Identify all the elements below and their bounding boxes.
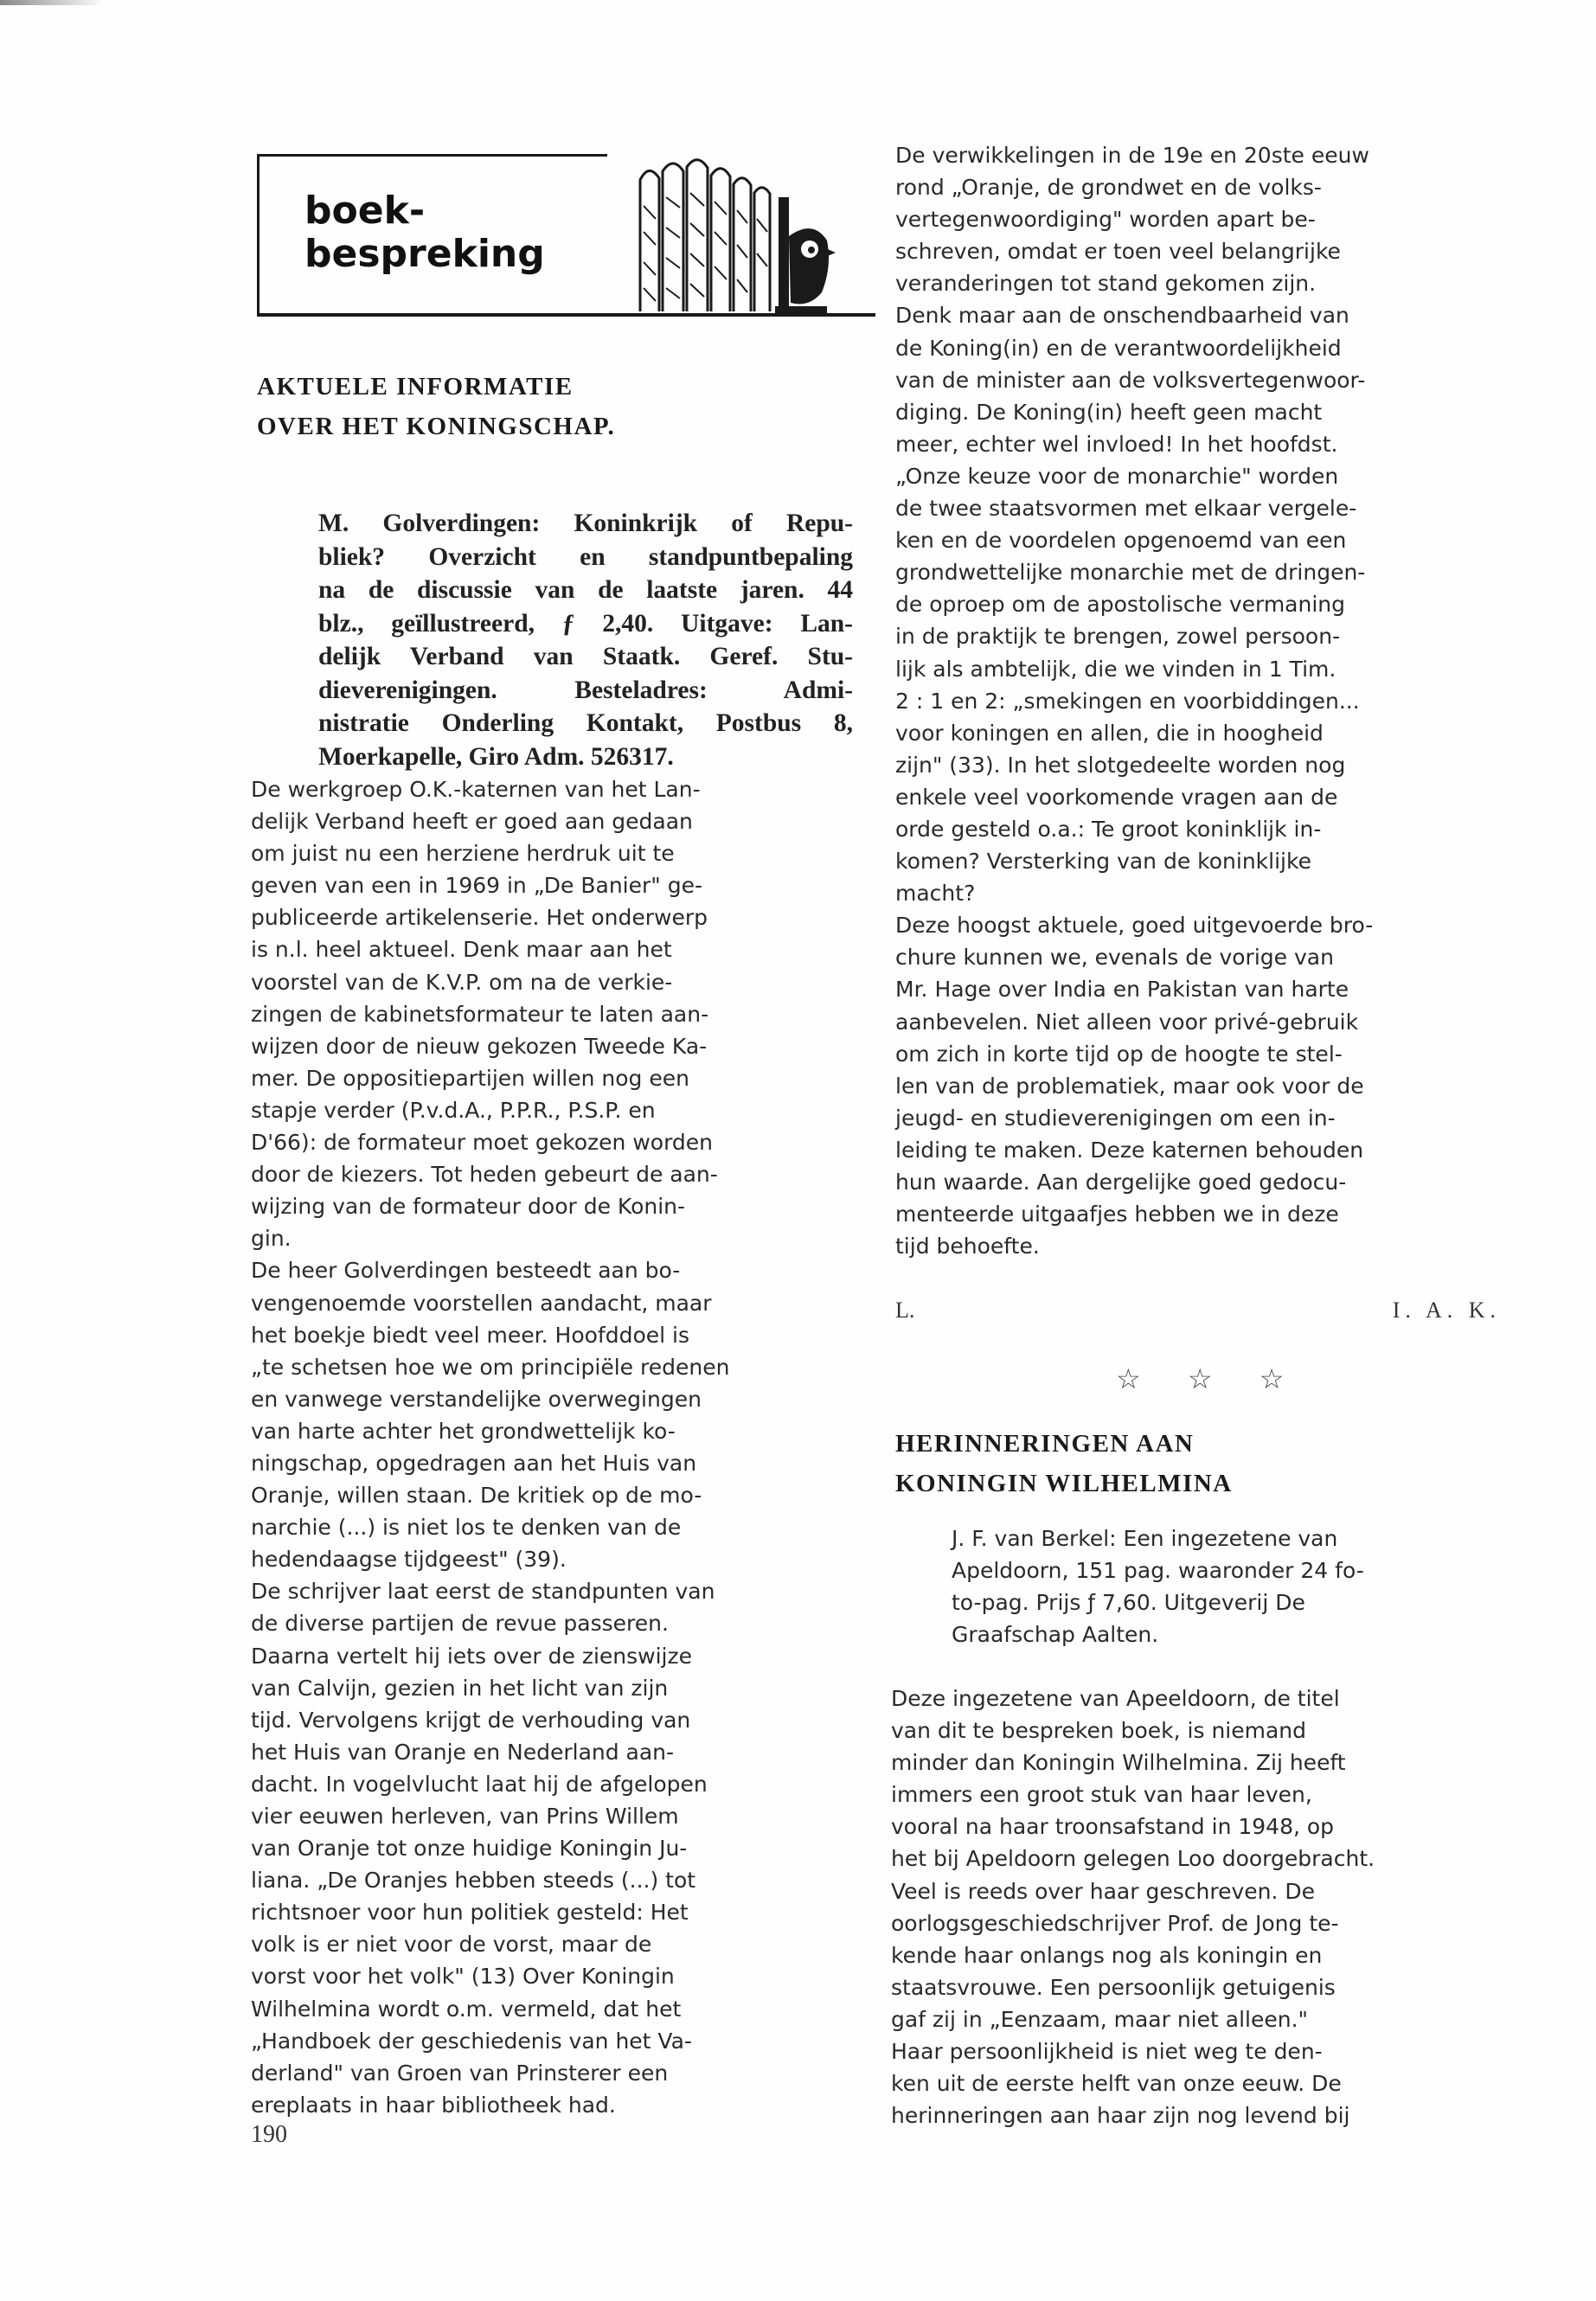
body-line: ningschap, opgedragen aan het Huis van	[251, 1450, 697, 1476]
body-line: dacht. In vogelvlucht laat hij de afgelopen	[251, 1771, 708, 1797]
body-line: immers een groot stuk van haar leven,	[891, 1782, 1312, 1808]
body-line: vier eeuwen herleven, van Prins Willem	[251, 1804, 679, 1829]
body-line: Deze ingezetene van Apeeldoorn, de titel	[891, 1686, 1340, 1711]
body-line: macht?	[895, 881, 976, 907]
body-line: rond „Oranje, de grondwet en de volks-	[895, 175, 1322, 201]
body-line: van Calvijn, gezien in het licht van zijn	[251, 1675, 669, 1701]
review1-biblio-line: blz., geïllustreerd, ƒ 2,40. Uitgave: Lan-	[318, 609, 853, 638]
body-line: liana. „De Oranjes hebben steeds (...) tot	[251, 1868, 696, 1894]
body-line: van dit te bespreken boek, is niemand	[891, 1718, 1307, 1744]
body-line: zingen de kabinetsformateur te laten aan-	[251, 1001, 709, 1027]
review1-heading	[257, 367, 615, 446]
body-line: mer. De oppositiepartijen willen nog een	[251, 1065, 689, 1091]
body-line: „te schetsen hoe we om principiële redenen	[251, 1354, 730, 1380]
header-title-line1: boek-	[304, 189, 426, 233]
body-line: vorst voor het volk" (13) Over Koningin	[251, 1964, 675, 1990]
review2-biblio-line: Graafschap Aalten.	[952, 1622, 1159, 1648]
body-line: delijk Verband heeft er goed aan gedaan	[251, 809, 693, 835]
body-line: diging. De Koning(in) heeft geen macht	[895, 399, 1323, 425]
section-header-title	[304, 189, 545, 276]
body-line: om juist nu een herziene herdruk uit te	[251, 841, 675, 867]
books-and-owl-icon	[606, 145, 865, 318]
body-line: jeugd- en studieverenigingen om een in-	[895, 1105, 1336, 1131]
body-line: chure kunnen we, evenals de vorige van	[895, 945, 1334, 971]
body-line: publiceerde artikelenserie. Het onderwerp	[251, 905, 708, 931]
body-line: de Koning(in) en de verantwoordelijkheid	[895, 335, 1342, 361]
body-line: voor koningen en allen, die in hoogheid	[895, 720, 1324, 746]
body-line: de twee staatsvormen met elkaar vergele-	[895, 496, 1357, 522]
body-line: hun waarde. Aan dergelijke goed gedocu-	[895, 1170, 1347, 1195]
body-line: wijzen door de nieuw gekozen Tweede Ka-	[251, 1033, 708, 1059]
review2-heading	[895, 1424, 1233, 1503]
body-line: in de praktijk te brengen, zowel persoon-	[895, 624, 1341, 650]
review1-biblio-line: bliek? Overzicht en standpuntbepaling	[318, 542, 853, 571]
body-line: Veel is reeds over haar geschreven. De	[891, 1878, 1315, 1904]
review1-body-left	[251, 773, 855, 2121]
body-line: door de kiezers. Tot heden gebeurt de aan-	[251, 1162, 718, 1188]
review2-biblio-line: to-pag. Prijs ƒ 7,60. Uitgeverij De	[952, 1590, 1305, 1616]
page-number: 190	[251, 2121, 287, 2148]
body-line: ken uit de eerste helft van onze eeuw. De	[891, 2071, 1342, 2097]
body-line: komen? Versterking van de koninklijke	[895, 849, 1311, 875]
body-line: De schrijver laat eerst de standpunten van	[251, 1579, 715, 1605]
body-line: „Onze keuze voor de monarchie" worden	[895, 463, 1339, 489]
body-line: en vanwege verstandelijke overwegingen	[251, 1386, 702, 1412]
body-line: meer, echter wel invloed! In het hoofdst.	[895, 431, 1338, 457]
body-line: ereplaats in haar bibliotheek had.	[251, 2092, 616, 2118]
body-line: grondwettelijke monarchie met de dringen-	[895, 560, 1366, 586]
body-line: len van de problematiek, maar ook voor de	[895, 1073, 1364, 1099]
body-line: gaf zij in „Eenzaam, maar niet alleen."	[891, 2006, 1309, 2032]
review1-biblio-line: na de discussie van de laatste jaren. 44	[318, 576, 853, 604]
body-line: het boekje biedt veel meer. Hoofddoel is	[251, 1322, 689, 1348]
body-line: vertegenwoordiging" worden apart be-	[895, 207, 1316, 233]
review1-bibliography	[318, 507, 853, 773]
body-line: is n.l. heel aktueel. Denk maar aan het	[251, 937, 672, 963]
signature-right: I. A. K.	[1392, 1298, 1501, 1323]
review2-biblio-line: Apeldoorn, 151 pag. waaronder 24 fo-	[952, 1558, 1364, 1584]
body-line: lijk als ambtelijk, die we vinden in 1 Tim.	[895, 656, 1336, 682]
review1-biblio-line: Moerkapelle, Giro Adm. 526317.	[318, 742, 674, 771]
body-line: Mr. Hage over India en Pakistan van harte	[895, 977, 1349, 1003]
scan-corner-mark	[0, 0, 104, 5]
header-title-line2: bespreking	[304, 232, 545, 276]
body-line: De verwikkelingen in de 19e en 20ste eeuw	[895, 143, 1369, 168]
body-line: het Huis van Oranje en Nederland aan-	[251, 1739, 675, 1765]
body-line: veranderingen tot stand gekomen zijn.	[895, 271, 1317, 297]
review1-biblio-line: dieverenigingen. Besteladres: Admi-	[318, 676, 853, 704]
review2-heading-line2: KONINGIN WILHELMINA	[895, 1470, 1233, 1497]
body-line: het bij Apeldoorn gelegen Loo doorgebracht.	[891, 1846, 1375, 1872]
body-line: van Oranje tot onze huidige Koningin Ju-	[251, 1836, 688, 1862]
body-line: om zich in korte tijd op de hoogte te stel-	[895, 1041, 1343, 1067]
body-line: volk is er niet voor de vorst, maar de	[251, 1932, 652, 1958]
review2-heading-line1: HERINNERINGEN AAN	[895, 1430, 1195, 1458]
body-line: wijzing van de formateur door de Konin-	[251, 1194, 686, 1220]
body-line: gin.	[251, 1226, 292, 1252]
review1-heading-line2: OVER HET KONINGSCHAP.	[257, 413, 616, 440]
separator-stars: ☆ ☆ ☆	[1116, 1362, 1304, 1395]
body-line: ken en de voordelen opgenoemd van een	[895, 528, 1347, 554]
body-line: enkele veel voorkomende vragen aan de	[895, 784, 1338, 810]
body-line: De werkgroep O.K.-katernen van het Lan-	[251, 777, 701, 802]
body-line: hedendaagse tijdgeest" (39).	[251, 1547, 567, 1573]
review1-biblio-line: delijk Verband van Staatk. Geref. Stu-	[318, 643, 853, 670]
section-header-box	[257, 154, 607, 317]
body-line: Deze hoogst aktuele, goed uitgevoerde bro-	[895, 913, 1374, 939]
body-line: van de minister aan de volksvertegenwoor-	[895, 367, 1366, 393]
body-line: oorlogsgeschiedschrijver Prof. de Jong te-	[891, 1910, 1339, 1936]
body-line: stapje verder (P.v.d.A., P.P.R., P.S.P. en	[251, 1097, 656, 1123]
body-line: staatsvrouwe. Een persoonlijk getuigenis	[891, 1974, 1336, 2000]
body-line: leiding te maken. Deze katernen behouden	[895, 1137, 1364, 1163]
body-line: vooral na haar troonsafstand in 1948, op	[891, 1814, 1335, 1840]
body-line: richtsnoer voor hun politiek gesteld: Het	[251, 1900, 689, 1926]
body-line: herinneringen aan haar zijn nog levend bij	[891, 2103, 1350, 2129]
review2-bibliography	[952, 1522, 1500, 1650]
review1-body-right	[895, 139, 1501, 1262]
body-line: Haar persoonlijkheid is niet weg te den-	[891, 2039, 1323, 2065]
body-line: aanbevelen. Niet alleen voor privé-gebruik	[895, 1009, 1359, 1035]
body-line: orde gesteld o.a.: Te groot koninklijk in-	[895, 816, 1322, 842]
review1-heading-line1: AKTUELE INFORMATIE	[257, 373, 574, 401]
body-line: De heer Golverdingen besteedt aan bo-	[251, 1258, 681, 1284]
body-line: Daarna vertelt hij iets over de zienswijze	[251, 1643, 693, 1669]
body-line: tijd. Vervolgens krijgt de verhouding van	[251, 1707, 691, 1733]
review2-body	[891, 1682, 1501, 2131]
body-line: van harte achter het grondwettelijk ko-	[251, 1418, 676, 1444]
body-line: Wilhelmina wordt o.m. vermeld, dat het	[251, 1996, 682, 2022]
body-line: geven van een in 1969 in „De Banier" ge-	[251, 873, 702, 899]
body-line: schreven, omdat er toen veel belangrijke	[895, 239, 1341, 265]
body-line: derland" van Groen van Prinsterer een	[251, 2060, 669, 2086]
body-line: menteerde uitgaafjes hebben we in deze	[895, 1202, 1339, 1227]
signature-left: L.	[895, 1298, 915, 1323]
body-line: Oranje, willen staan. De kritiek op de mo-	[251, 1483, 702, 1509]
review1-biblio-line: nistratie Onderling Kontakt, Postbus 8,	[318, 709, 853, 737]
body-line: vengenoemde voorstellen aandacht, maar	[251, 1290, 712, 1316]
body-line: zijn" (33). In het slotgedeelte worden nog	[895, 752, 1346, 778]
body-line: Denk maar aan de onschendbaarheid van	[895, 303, 1349, 329]
body-line: D'66): de formateur moet gekozen worden	[251, 1130, 713, 1156]
review1-biblio-line: M. Golverdingen: Koninkrijk of Repu-	[318, 510, 853, 537]
body-line: minder dan Koningin Wilhelmina. Zij heeft	[891, 1750, 1346, 1776]
body-line: 2 : 1 en 2: „smekingen en voorbiddingen...	[895, 688, 1360, 714]
body-line: narchie (...) is niet los te denken van de	[251, 1515, 682, 1541]
body-line: voorstel van de K.V.P. om na de verkie-	[251, 969, 673, 995]
review2-biblio-line: J. F. van Berkel: Een ingezetene van	[952, 1526, 1338, 1551]
body-line: tijd behoefte.	[895, 1234, 1040, 1259]
body-line: kende haar onlangs nog als koningin en	[891, 1942, 1323, 1968]
body-line: de oproep om de apostolische vermaning	[895, 592, 1346, 618]
body-line: „Handboek der geschiedenis van het Va-	[251, 2028, 692, 2054]
body-line: de diverse partijen de revue passeren.	[251, 1611, 669, 1637]
